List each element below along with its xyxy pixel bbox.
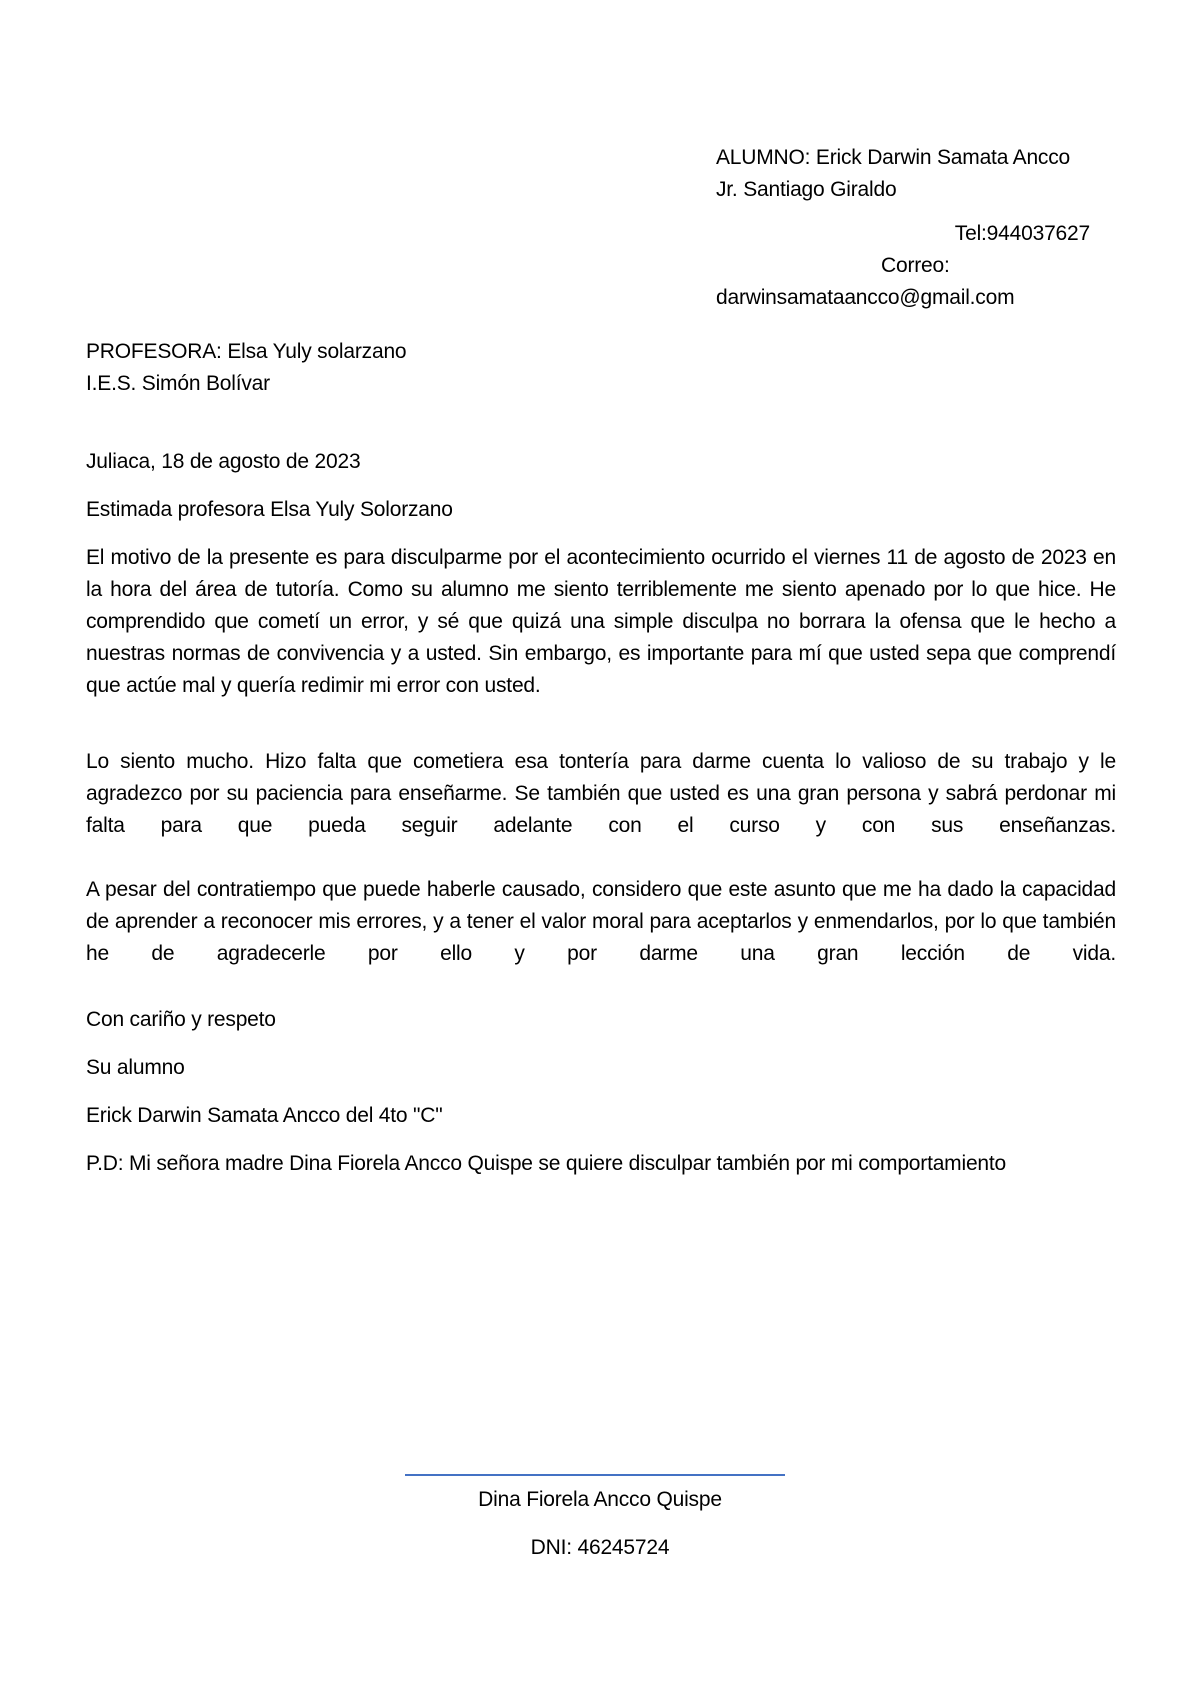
recipient-school: I.E.S. Simón Bolívar [86, 372, 270, 395]
letter-greeting: Estimada profesora Elsa Yuly Solorzano [86, 498, 453, 521]
sender-address: Jr. Santiago Giraldo [716, 178, 897, 201]
body-paragraph-3: A pesar del contratiempo que puede haberle causado, considero que este asunto que me ha dado la capacidad de aprender a reconocer mis errores, y a tener el valor moral para aceptarlos y enmendarlos, por lo que también he de agradecerle por ello y por darme una gran lección de vida. [86, 878, 1116, 965]
body-paragraph-2: Lo siento mucho. Hizo falta que cometiera esa tontería para darme cuenta lo valioso de su trabajo y le agradezco por su paciencia para enseñarme. Se también que usted es una gran persona y sabrá perdonar mi falta para que pueda seguir adelante con el curso y con sus enseñanzas. [86, 750, 1116, 837]
closing-farewell: Con cariño y respeto [86, 1008, 276, 1031]
body-paragraph-1: El motivo de la presente es para disculparme por el acontecimiento ocurrido el viernes 11 de agosto de 2023 en la hora del área de tutoría. Como su alumno me siento terriblemente me siento apenado por lo que hice. He comprendido que cometí un error, y sé que quizá una simple disculpa no borrara la ofensa que le hecho a nuestras normas de convivencia y a usted. Sin embargo, es importante para mí que usted sepa que comprendí que actúe mal y quería redimir mi error con usted. [86, 546, 1116, 697]
sender-tel: Tel:944037627 [954, 222, 1090, 245]
postscript: P.D: Mi señora madre Dina Fiorela Ancco Quispe se quiere disculpar también por mi comportamiento [86, 1152, 1007, 1175]
sender-block [716, 142, 1096, 314]
letter-date: Juliaca, 18 de agosto de 2023 [86, 450, 361, 473]
signature-line [405, 1474, 785, 1476]
sender-correo-label: Correo: [881, 254, 950, 277]
signature-dni: DNI: 46245724 [530, 1536, 670, 1559]
signature-name: Dina Fiorela Ancco Quispe [478, 1488, 722, 1511]
sender-email: darwinsamataancco@gmail.com [716, 286, 1015, 309]
closing-su-alumno: Su alumno [86, 1056, 185, 1079]
recipient-profesora: PROFESORA: Elsa Yuly solarzano [86, 340, 407, 363]
sender-alumno: ALUMNO: Erick Darwin Samata Ancco [716, 146, 1071, 169]
closing-name: Erick Darwin Samata Ancco del 4to "C" [86, 1104, 443, 1127]
